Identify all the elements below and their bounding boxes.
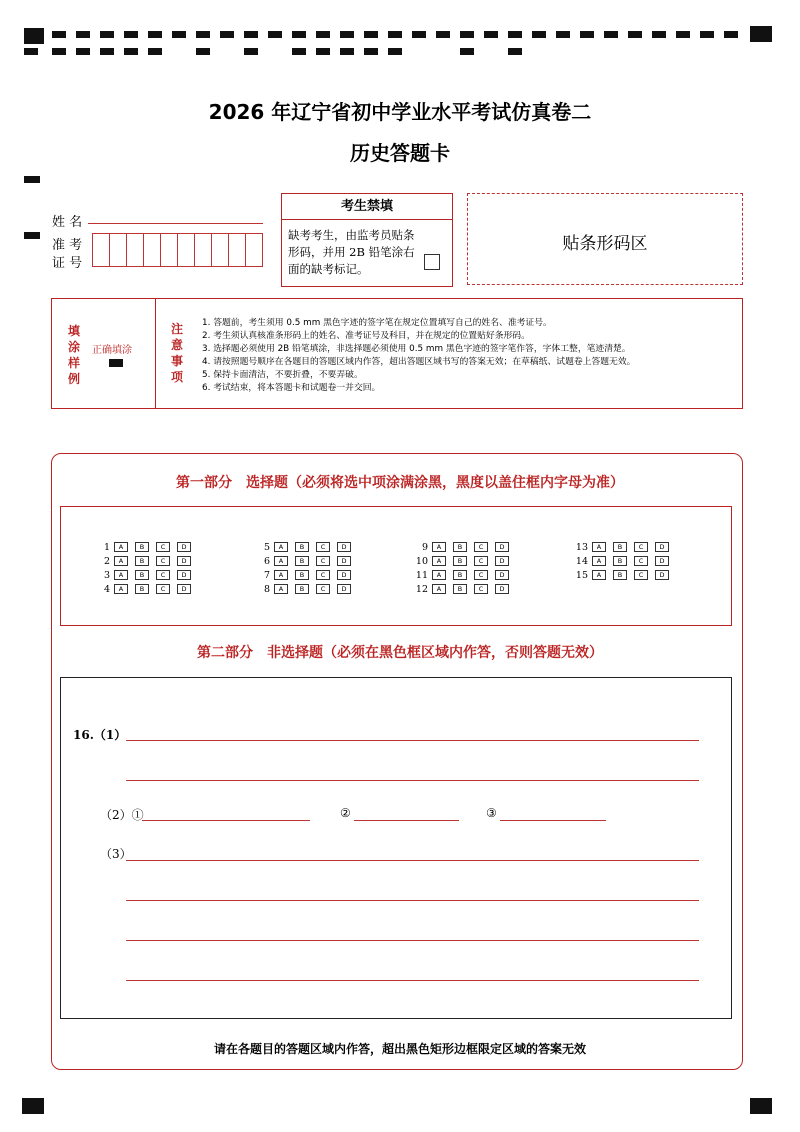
note-item: 6. 考试结束，将本答题卡和试题卷一并交回。	[202, 383, 381, 393]
option-bubble[interactable]: A	[432, 556, 446, 566]
option-bubble[interactable]: B	[295, 570, 309, 580]
question-number: 6	[263, 555, 270, 567]
corner-mark-bottom-right	[750, 1098, 772, 1114]
page-subtitle: 历史答题卡	[350, 141, 450, 165]
option-bubble[interactable]: C	[474, 556, 488, 566]
mcq-column	[252, 540, 358, 596]
option-bubble[interactable]: C	[474, 570, 488, 580]
option-bubble[interactable]: D	[177, 584, 191, 594]
option-bubble[interactable]: A	[274, 570, 288, 580]
option-bubble[interactable]: B	[453, 556, 467, 566]
part1-title: 第一部分 选择题（必须将选中项涂满涂黑，黑度以盖住框内字母为准）	[176, 475, 624, 491]
question-number: 1	[103, 541, 110, 553]
mcq-row	[410, 582, 516, 596]
option-bubble[interactable]: C	[156, 542, 170, 552]
q16-2-line-1[interactable]	[142, 820, 310, 821]
option-bubble[interactable]: C	[316, 584, 330, 594]
notes-box	[51, 298, 743, 409]
option-bubble[interactable]: C	[316, 570, 330, 580]
option-bubble[interactable]: C	[474, 542, 488, 552]
notes-list	[202, 317, 635, 395]
note-item: 1. 答题前，考生须用 0.5 mm 黑色字迹的签字笔在规定位置填写自己的姓名、准考证号。	[202, 318, 552, 328]
option-bubble[interactable]: D	[655, 570, 669, 580]
question-number: 15	[575, 569, 588, 581]
q16-2-line-2[interactable]	[354, 820, 459, 821]
option-bubble[interactable]: A	[114, 570, 128, 580]
q16-2-label: （2）①	[100, 808, 144, 822]
question-number: 11	[415, 569, 428, 581]
absent-checkbox[interactable]	[424, 254, 440, 270]
option-bubble[interactable]: C	[474, 584, 488, 594]
mcq-row	[252, 582, 358, 596]
option-bubble[interactable]: B	[613, 556, 627, 566]
option-bubble[interactable]: B	[295, 542, 309, 552]
option-bubble[interactable]: B	[613, 570, 627, 580]
option-bubble[interactable]: D	[337, 584, 351, 594]
option-bubble[interactable]: D	[177, 542, 191, 552]
mcq-row	[570, 568, 676, 582]
q16-2b-label: ②	[340, 806, 351, 820]
option-bubble[interactable]: D	[337, 556, 351, 566]
id-label-1: 准 考	[52, 238, 83, 253]
question-number: 9	[421, 541, 428, 553]
timing-mark-left-2	[24, 232, 40, 239]
note-item: 4. 请按照题号顺序在各题目的答题区域内作答，超出答题区域书写的答案无效；在草稿纸、试题卷上答题无效。	[202, 357, 636, 367]
note-item: 3. 选择题必须使用 2B 铅笔填涂，非选择题必须使用 0.5 mm 黑色字迹的签字笔作答，字体工整，笔迹清楚。	[202, 344, 631, 354]
q16-3-label: （3）	[100, 847, 132, 861]
mcq-row	[92, 554, 198, 568]
q16-1-line-2[interactable]	[126, 780, 699, 781]
question-number: 8	[263, 583, 270, 595]
option-bubble[interactable]: C	[634, 542, 648, 552]
option-bubble[interactable]: B	[453, 542, 467, 552]
mcq-column	[92, 540, 198, 596]
option-bubble[interactable]: A	[114, 584, 128, 594]
barcode-label: 贴条形码区	[562, 234, 648, 254]
option-bubble[interactable]: C	[156, 570, 170, 580]
barcode-area	[467, 193, 743, 285]
option-bubble[interactable]: B	[295, 584, 309, 594]
option-bubble[interactable]: B	[135, 570, 149, 580]
option-bubble[interactable]: D	[495, 584, 509, 594]
notes-vertical-label: 注意事项	[170, 322, 183, 384]
note-item: 5. 保持卡面清洁，不要折叠，不要弄破。	[202, 370, 363, 380]
mcq-column	[570, 540, 676, 582]
option-bubble[interactable]: C	[634, 570, 648, 580]
option-bubble[interactable]: C	[316, 542, 330, 552]
corner-mark-bottom-left	[22, 1098, 44, 1114]
question-number: 2	[103, 555, 110, 567]
forbid-text: 缺考考生，由监考员贴条形码，并用 2B 铅笔涂右面的缺考标记。	[288, 228, 415, 276]
name-field[interactable]	[88, 207, 263, 224]
sample-vertical-label: 填涂样例	[67, 324, 80, 386]
option-bubble[interactable]: C	[156, 584, 170, 594]
part2-answer-box	[60, 677, 732, 1019]
option-bubble[interactable]: A	[592, 570, 606, 580]
option-bubble[interactable]: B	[135, 584, 149, 594]
option-bubble[interactable]: B	[295, 556, 309, 566]
timing-mark-left-1	[24, 176, 40, 183]
mcq-row	[92, 568, 198, 582]
option-bubble[interactable]: C	[634, 556, 648, 566]
q16-3-line-4[interactable]	[126, 980, 699, 981]
option-bubble[interactable]: D	[495, 570, 509, 580]
option-bubble[interactable]: A	[274, 584, 288, 594]
id-label-2: 证 号	[52, 256, 83, 271]
option-bubble[interactable]: D	[495, 542, 509, 552]
page-title: 2026 年辽宁省初中学业水平考试仿真卷二	[208, 100, 592, 124]
mcq-row	[410, 540, 516, 554]
option-bubble[interactable]: B	[135, 556, 149, 566]
option-bubble[interactable]: B	[453, 570, 467, 580]
option-bubble[interactable]: D	[655, 556, 669, 566]
mcq-row	[252, 540, 358, 554]
option-bubble[interactable]: A	[432, 584, 446, 594]
option-bubble[interactable]: A	[592, 542, 606, 552]
option-bubble[interactable]: A	[432, 542, 446, 552]
option-bubble[interactable]: B	[613, 542, 627, 552]
name-label: 姓 名	[52, 215, 83, 230]
q16-2c-label: ③	[486, 806, 497, 820]
question-number: 5	[263, 541, 270, 553]
q16-1-line-1[interactable]	[126, 740, 699, 741]
mcq-row	[252, 568, 358, 582]
question-number: 3	[103, 569, 110, 581]
mcq-row	[92, 582, 198, 596]
mcq-row	[92, 540, 198, 554]
option-bubble[interactable]: A	[114, 542, 128, 552]
question-number: 14	[575, 555, 588, 567]
option-bubble[interactable]: A	[274, 556, 288, 566]
option-bubble[interactable]: A	[432, 570, 446, 580]
forbid-header: 考生禁填	[282, 194, 452, 220]
option-bubble[interactable]: B	[135, 542, 149, 552]
correct-fill-label: 正确填涂	[92, 345, 132, 356]
q16-3-line-3[interactable]	[126, 940, 699, 941]
correct-fill-sample	[109, 359, 123, 367]
option-bubble[interactable]: D	[177, 556, 191, 566]
question-number: 12	[415, 583, 428, 595]
option-bubble[interactable]: D	[177, 570, 191, 580]
q16-3-line-1[interactable]	[126, 860, 699, 861]
option-bubble[interactable]: A	[274, 542, 288, 552]
question-number: 4	[103, 583, 110, 595]
note-item: 2. 考生须认真核准条形码上的姓名、准考证号及科目，并在规定的位置贴好条形码。	[202, 331, 530, 341]
q16-3-line-2[interactable]	[126, 900, 699, 901]
option-bubble[interactable]: D	[495, 556, 509, 566]
option-bubble[interactable]: C	[156, 556, 170, 566]
option-bubble[interactable]: D	[337, 570, 351, 580]
q16-2-line-3[interactable]	[500, 820, 606, 821]
mcq-column	[410, 540, 516, 596]
option-bubble[interactable]: D	[655, 542, 669, 552]
question-number: 7	[263, 569, 270, 581]
option-bubble[interactable]: A	[114, 556, 128, 566]
option-bubble[interactable]: B	[453, 584, 467, 594]
mcq-row	[252, 554, 358, 568]
question-number: 13	[575, 541, 588, 553]
mcq-row	[570, 554, 676, 568]
mcq-row	[410, 554, 516, 568]
q16-1-label: 16.（1）	[73, 728, 127, 742]
part2-title: 第二部分 非选择题（必须在黑色框区域内作答，否则答题无效）	[197, 645, 603, 661]
candidate-forbid-box	[281, 193, 453, 287]
footer-note: 请在各题目的答题区域内作答，超出黑色矩形边框限定区域的答案无效	[213, 1042, 586, 1056]
option-bubble[interactable]: C	[316, 556, 330, 566]
question-number: 10	[415, 555, 428, 567]
exam-id-grid[interactable]	[92, 233, 263, 267]
option-bubble[interactable]: A	[592, 556, 606, 566]
mcq-row	[410, 568, 516, 582]
option-bubble[interactable]: D	[337, 542, 351, 552]
mcq-row	[570, 540, 676, 554]
